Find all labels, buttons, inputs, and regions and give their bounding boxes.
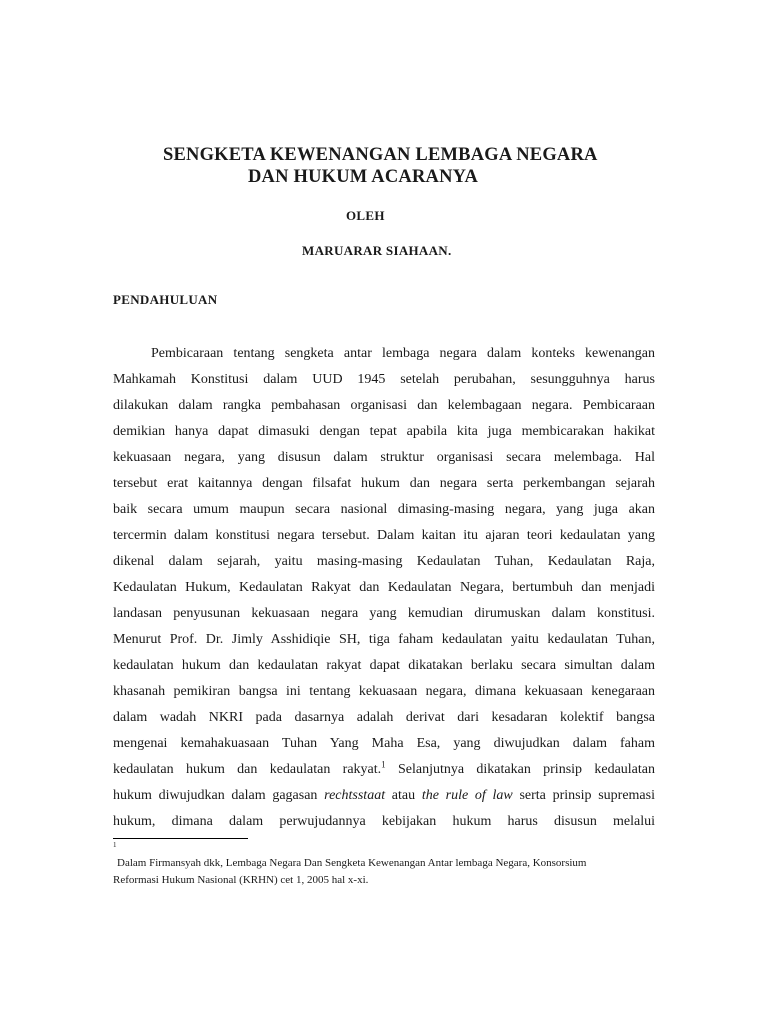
document-title-line-2: DAN HUKUM ACARANYA (248, 167, 479, 187)
line-text: hukum diwujudkan dalam gagasan (113, 788, 325, 803)
section-heading: PENDAHULUAN (113, 292, 218, 307)
paragraph-line (113, 761, 655, 779)
byline-label: OLEH (346, 208, 385, 223)
paragraph-line: kedaulatan hukum dan kedaulatan rakyat dapat dikatakan berlaku secara simultan dalam (113, 658, 655, 673)
paragraph-line: landasan penyusunan kekuasaan negara yang kemudian dirumuskan dalam konstitusi. (113, 606, 655, 621)
paragraph-line: demikian hanya dapat dimasuki dengan tepat apabila kita juga membicarakan hakikat (113, 424, 655, 439)
paragraph-line: tersebut erat kaitannya dengan filsafat hukum dan negara serta perkembangan sejarah (113, 476, 655, 491)
paragraph-line: Kedaulatan Hukum, Kedaulatan Rakyat dan Kedaulatan Negara, bertumbuh dan menjadi (113, 580, 655, 595)
italic-term: rechtsstaat (324, 788, 386, 803)
paragraph-line: hukum, dimana dalam perwujudannya kebijakan hukum harus disusun melalui (113, 814, 655, 829)
paragraph-line: tercermin dalam konstitusi negara tersebut. Dalam kaitan itu ajaran teori kedaulatan yang (113, 528, 655, 543)
paragraph-line: mengenai kemahakuasaan Tuhan Yang Maha Esa, yang diwujudkan dalam faham (113, 736, 655, 751)
footnote-text-line-2: Reformasi Hukum Nasional (KRHN) cet 1, 2005 hal x-xi. (113, 874, 369, 886)
paragraph-line: baik secara umum maupun secara nasional dimasing-masing negara, yang juga akan (113, 502, 655, 517)
paragraph-line: Pembicaraan tentang sengketa antar lembaga negara dalam konteks kewenangan (151, 346, 655, 361)
line-text: Selanjutnya dikatakan prinsip kedaulatan (385, 762, 655, 777)
footnote-separator (113, 838, 248, 839)
paragraph-line: kekuasaan negara, yang disusun dalam struktur organisasi secara melembaga. Hal (113, 450, 655, 465)
footnote-text-line-1: Dalam Firmansyah dkk, Lembaga Negara Dan Sengketa Kewenangan Antar lembaga Negara, Konsorsium (117, 857, 587, 869)
line-text: atau (385, 788, 422, 803)
paragraph-line: khasanah pemikiran bangsa ini tentang kekuasaan negara, dimana kekuasaan kenegaraan (113, 684, 655, 699)
paragraph-line: Mahkamah Konstitusi dalam UUD 1945 setelah perubahan, sesungguhnya harus (113, 372, 655, 387)
italic-term: the rule of law (421, 788, 513, 803)
line-text: serta prinsip supremasi (512, 788, 655, 803)
author-name: MARUARAR SIAHAAN. (302, 243, 452, 258)
paragraph-line: dalam wadah NKRI pada dasarnya adalah derivat dari kesadaran kolektif bangsa (113, 710, 655, 725)
paragraph-line (113, 787, 655, 805)
footnote-marker: 1 (113, 841, 117, 849)
document-title-line-1: SENGKETA KEWENANGAN LEMBAGA NEGARA (163, 145, 598, 165)
paragraph-line: Menurut Prof. Dr. Jimly Asshidiqie SH, tiga faham kedaulatan yaitu kedaulatan Tuhan, (113, 632, 655, 647)
line-text: kedaulatan hukum dan kedaulatan rakyat. (113, 762, 382, 777)
footnote-reference[interactable]: 1 (381, 759, 386, 770)
paragraph-line: dilakukan dalam rangka pembahasan organisasi dan kelembagaan negara. Pembicaraan (113, 398, 655, 413)
paragraph-line: dikenal dalam sejarah, yaitu masing-masing Kedaulatan Tuhan, Kedaulatan Raja, (113, 554, 655, 569)
